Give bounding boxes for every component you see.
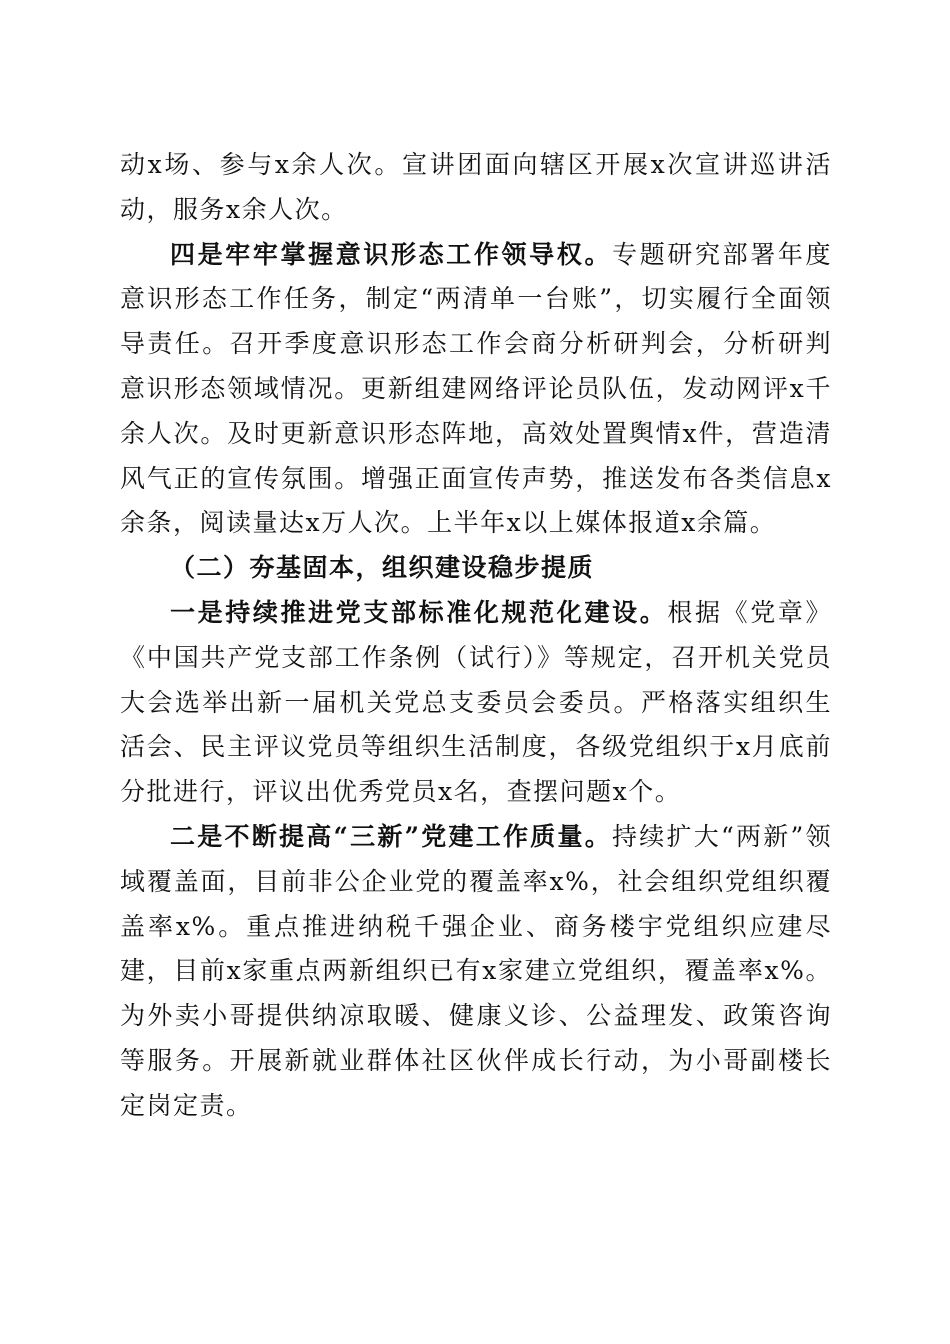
paragraph-lead: 四是牢牢掌握意识形态工作领导权。 (170, 239, 613, 269)
paragraph-ideology-leadership (120, 233, 832, 547)
section-heading: （二）夯基固本，组织建设稳步提质 (170, 553, 595, 583)
paragraph-lead: 一是持续推进党支部标准化规范化建设。 (170, 597, 668, 627)
paragraph-three-new-party-building (120, 815, 832, 1129)
paragraph-body: 专题研究部署年度意识形态工作任务，制定“两清单一台账”，切实履行全面领导责任。召开季度意识形态工作会商分析研判会，分析研判意识形态领域情况。更新组建网络评论员队伍，发动网评x千余人次。及时更新意识形态阵地，高效处置舆情x件，营造清风气正的宣传氛围。增强正面宣传声势，推送发布各类信息x余条，阅读量达x万人次。上半年x以上媒体报道x余篇。 (120, 239, 832, 538)
paragraph-continuation: 动x场、参与x余人次。宣讲团面向辖区开展x次宣讲巡讲活动，服务x余人次。 (120, 150, 832, 224)
paragraph-lead: 二是不断提高“三新”党建工作质量。 (170, 821, 612, 851)
paragraph-body: 根据《党章》《中国共产党支部工作条例（试行）》等规定，召开机关党员大会选举出新一届机关党总支委员会委员。严格落实组织生活会、民主评议党员等组织生活制度，各级党组织于x月底前分批进行，评议出优秀党员x名，查摆问题x个。 (120, 597, 832, 807)
paragraph-body: 持续扩大“两新”领域覆盖面，目前非公企业党的覆盖率x%，社会组织党组织覆盖率x%。重点推进纳税千强企业、商务楼宇党组织应建尽建，目前x家重点两新组织已有x家建立党组织，覆盖率x%。为外卖小哥提供纳凉取暖、健康义诊、公益理发、政策咨询等服务。开展新就业群体社区伙伴成长行动，为小哥副楼长定岗定责。 (120, 821, 833, 1120)
document-page (120, 143, 832, 1129)
paragraph-branch-standardization (120, 591, 832, 815)
